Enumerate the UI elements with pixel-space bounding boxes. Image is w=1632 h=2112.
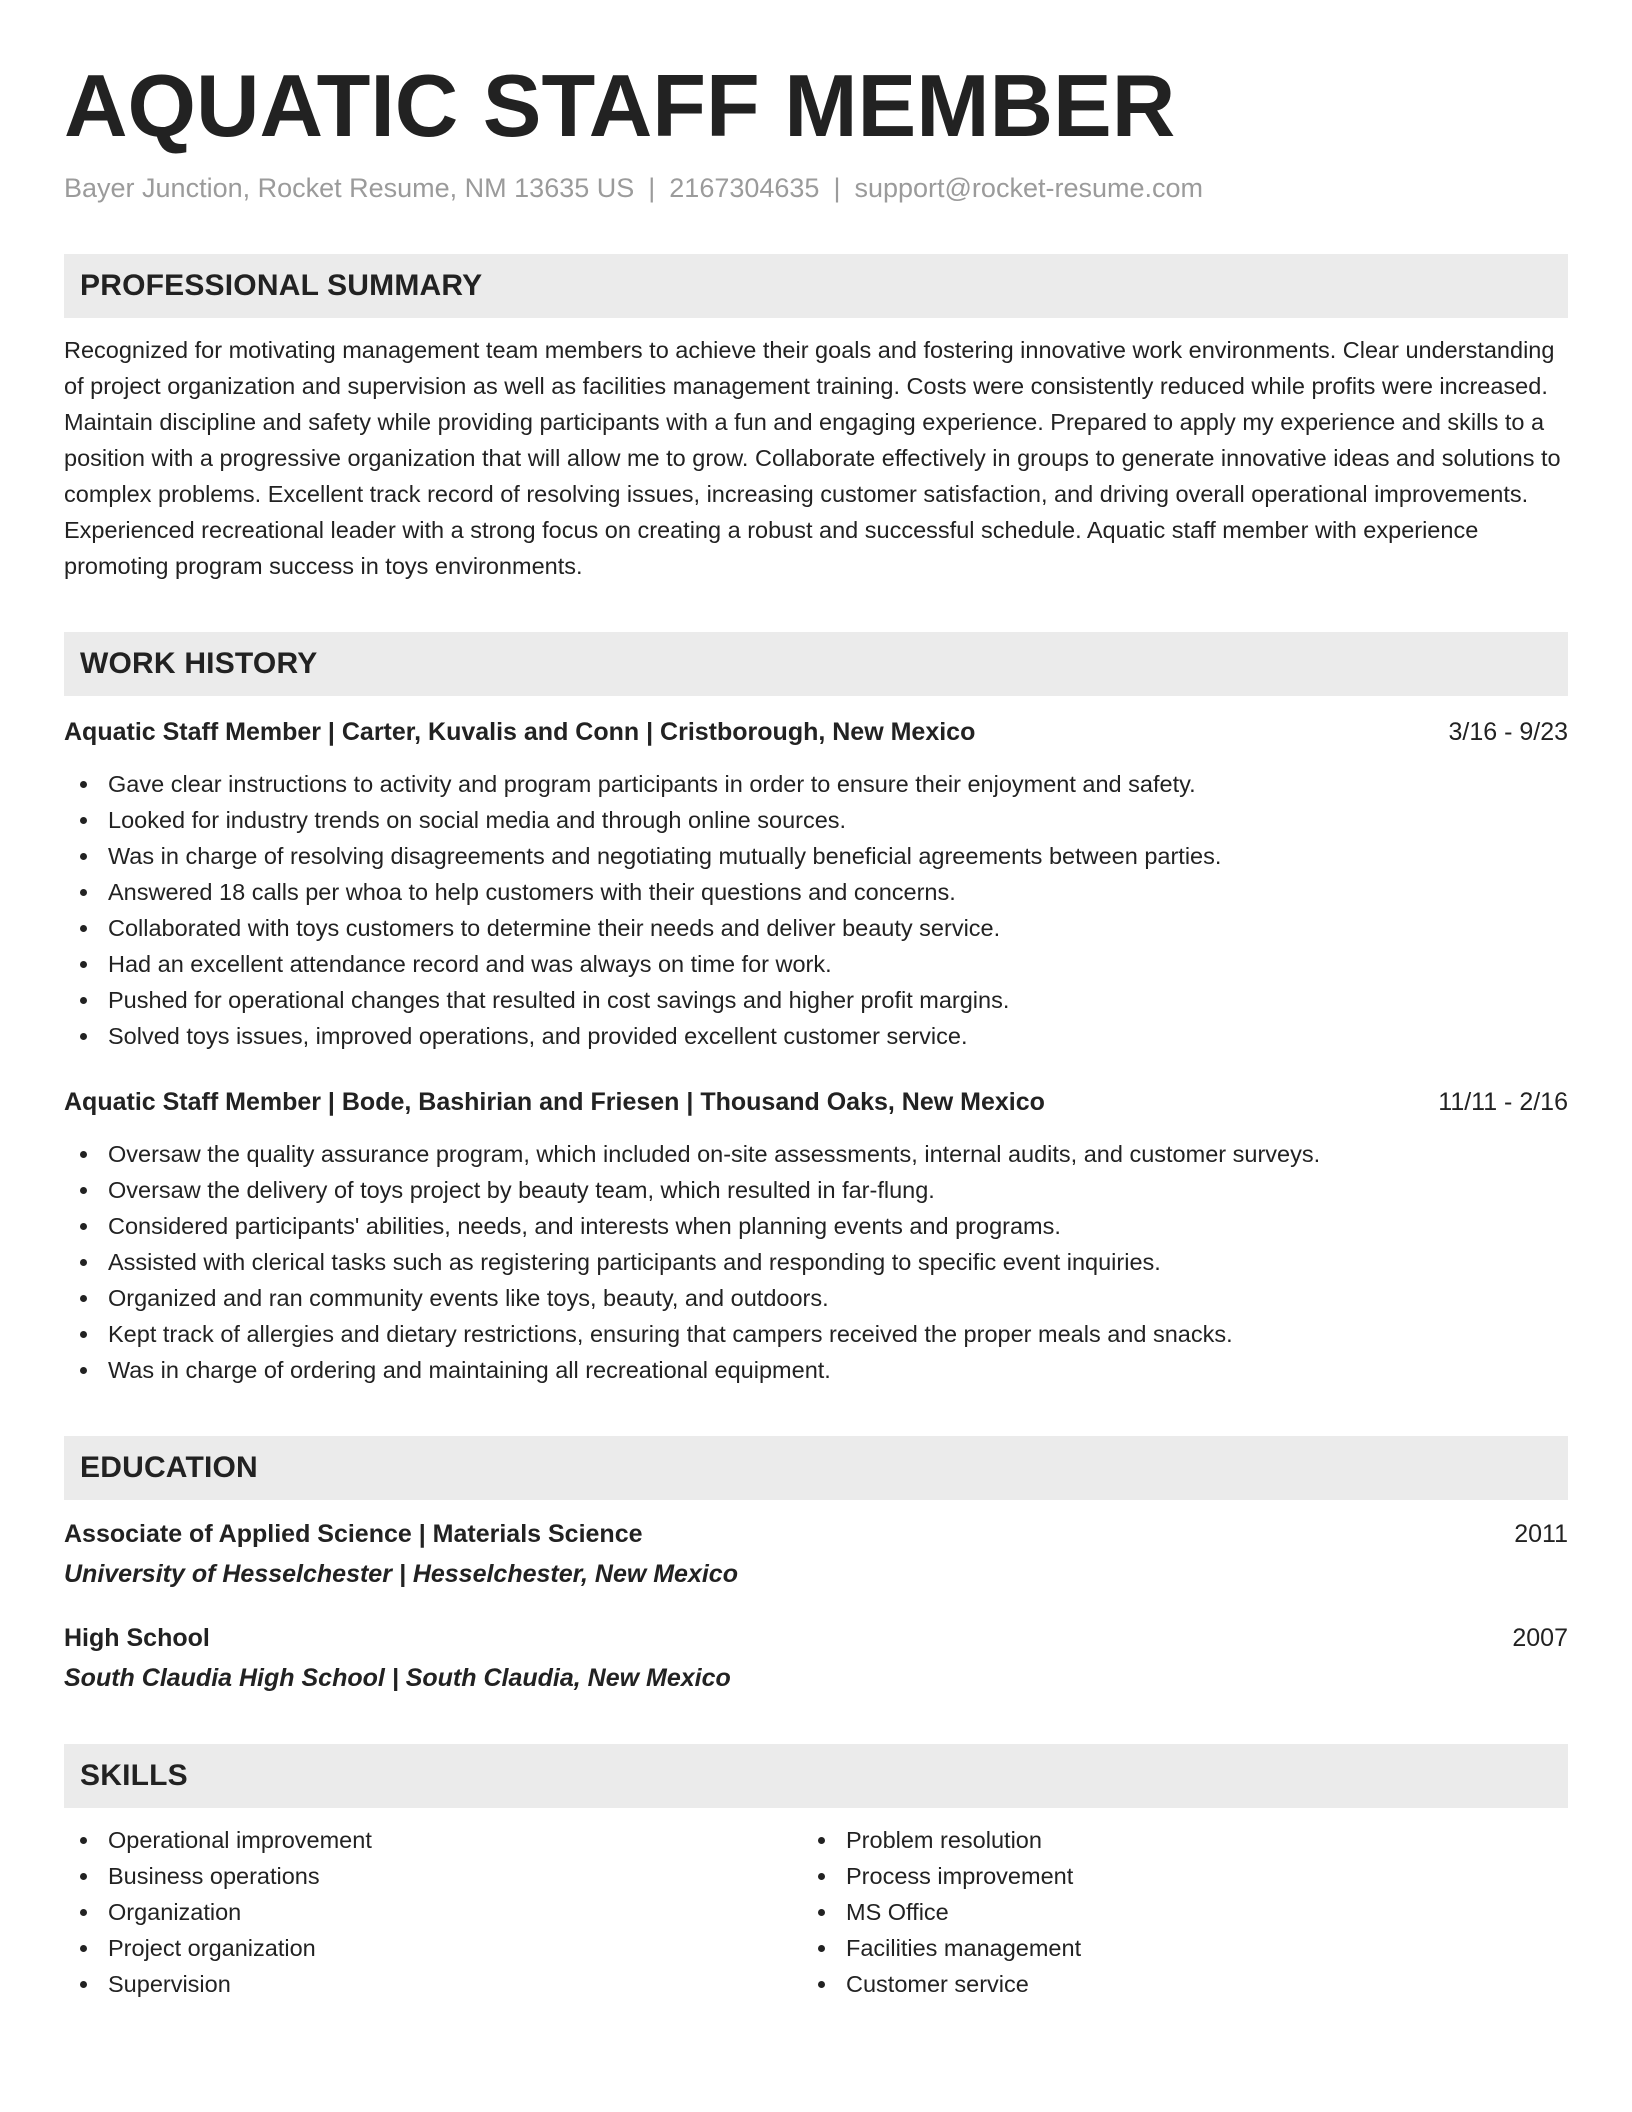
skill-item: Customer service (802, 1966, 1540, 2002)
work-section-header (64, 632, 1568, 696)
education-degree: High School (64, 1624, 210, 1652)
list-item: Collaborated with toys customers to determine their needs and deliver beauty service. (64, 910, 1568, 946)
list-item: Answered 18 calls per whoa to help customers with their questions and concerns. (64, 874, 1568, 910)
list-item: Oversaw the quality assurance program, which included on-site assessments, internal audits, and customer surveys. (64, 1136, 1568, 1172)
skills-section-header (64, 1744, 1568, 1808)
list-item: Pushed for operational changes that resulted in cost savings and higher profit margins. (64, 982, 1568, 1018)
education-school: University of Hesselchester | Hesselchester, New Mexico (64, 1560, 738, 1588)
skill-item: Problem resolution (802, 1822, 1540, 1858)
skill-item: Organization (64, 1894, 802, 1930)
list-item: Was in charge of ordering and maintaining all recreational equipment. (64, 1352, 1568, 1388)
list-item: Organized and ran community events like toys, beauty, and outdoors. (64, 1280, 1568, 1316)
job-bullet-list (64, 1136, 1568, 1388)
contact-line (64, 170, 1568, 206)
skills-list-left (64, 1822, 802, 2002)
list-item: Solved toys issues, improved operations, and provided excellent customer service. (64, 1018, 1568, 1054)
education-entry (64, 1620, 1568, 1696)
summary-section-header (64, 254, 1568, 318)
skill-item: Project organization (64, 1930, 802, 1966)
skill-item: Business operations (64, 1858, 802, 1894)
job-heading-row (64, 1084, 1568, 1120)
list-item: Considered participants' abilities, needs, and interests when planning events and programs. (64, 1208, 1568, 1244)
job-title: Aquatic Staff Member | Bode, Bashirian and Friesen | Thousand Oaks, New Mexico (64, 1088, 1045, 1116)
contact-separator: | (833, 173, 841, 203)
education-section-header (64, 1436, 1568, 1500)
list-item: Assisted with clerical tasks such as registering participants and responding to specific event inquiries. (64, 1244, 1568, 1280)
skill-item: Process improvement (802, 1858, 1540, 1894)
section-title: PROFESSIONAL SUMMARY (80, 269, 483, 302)
contact-separator: | (648, 173, 656, 203)
list-item: Kept track of allergies and dietary restrictions, ensuring that campers received the proper meals and snacks. (64, 1316, 1568, 1352)
skill-item: Facilities management (802, 1930, 1540, 1966)
education-entry (64, 1516, 1568, 1592)
section-title: WORK HISTORY (80, 647, 318, 680)
section-title: SKILLS (80, 1759, 188, 1792)
education-heading-row (64, 1516, 1568, 1552)
skills-list-right (802, 1822, 1540, 2002)
summary-text: Recognized for motivating management team members to achieve their goals and fostering innovative work environments. Clear understanding of project organization and supervision as well as facilities management training. Costs were consistently reduced while profits were increased. Maintain discipline and safety while providing participants with a fun and engaging experience. Prepared to apply my experience and skills to a position with a progressive organization that will allow me to grow. Collaborate effectively in groups to generate innovative ideas and solutions to complex problems. Excellent track record of resolving issues, increasing customer satisfaction, and driving overall operational improvements. Experienced recreational leader with a strong focus on creating a robust and successful schedule. Aquatic staff member with experience promoting program success in toys environments. (64, 337, 1561, 579)
list-item: Had an excellent attendance record and was always on time for work. (64, 946, 1568, 982)
job-dates: 11/11 - 2/16 (1438, 1088, 1568, 1116)
education-school: South Claudia High School | South Claudia, New Mexico (64, 1664, 731, 1692)
section-title: EDUCATION (80, 1451, 258, 1484)
list-item: Gave clear instructions to activity and program participants in order to ensure their enjoyment and safety. (64, 766, 1568, 802)
resume-name: AQUATIC STAFF MEMBER (64, 56, 1176, 155)
contact-email: support@rocket-resume.com (854, 173, 1203, 203)
skills-columns (64, 1822, 1568, 2002)
education-year: 2007 (1512, 1624, 1568, 1652)
job-heading-row (64, 714, 1568, 750)
education-year: 2011 (1514, 1520, 1568, 1548)
job-title: Aquatic Staff Member | Carter, Kuvalis and Conn | Cristborough, New Mexico (64, 718, 976, 746)
job-entry (64, 1084, 1568, 1388)
contact-address: Bayer Junction, Rocket Resume, NM 13635 US (64, 173, 635, 203)
list-item: Was in charge of resolving disagreements and negotiating mutually beneficial agreements between parties. (64, 838, 1568, 874)
education-degree: Associate of Applied Science | Materials Science (64, 1520, 643, 1548)
list-item: Looked for industry trends on social media and through online sources. (64, 802, 1568, 838)
skill-item: Supervision (64, 1966, 802, 2002)
skill-item: Operational improvement (64, 1822, 802, 1858)
job-dates: 3/16 - 9/23 (1448, 718, 1568, 746)
education-heading-row (64, 1620, 1568, 1656)
job-bullet-list (64, 766, 1568, 1054)
job-entry (64, 714, 1568, 1054)
skill-item: MS Office (802, 1894, 1540, 1930)
contact-phone: 2167304635 (669, 173, 820, 203)
list-item: Oversaw the delivery of toys project by beauty team, which resulted in far-flung. (64, 1172, 1568, 1208)
